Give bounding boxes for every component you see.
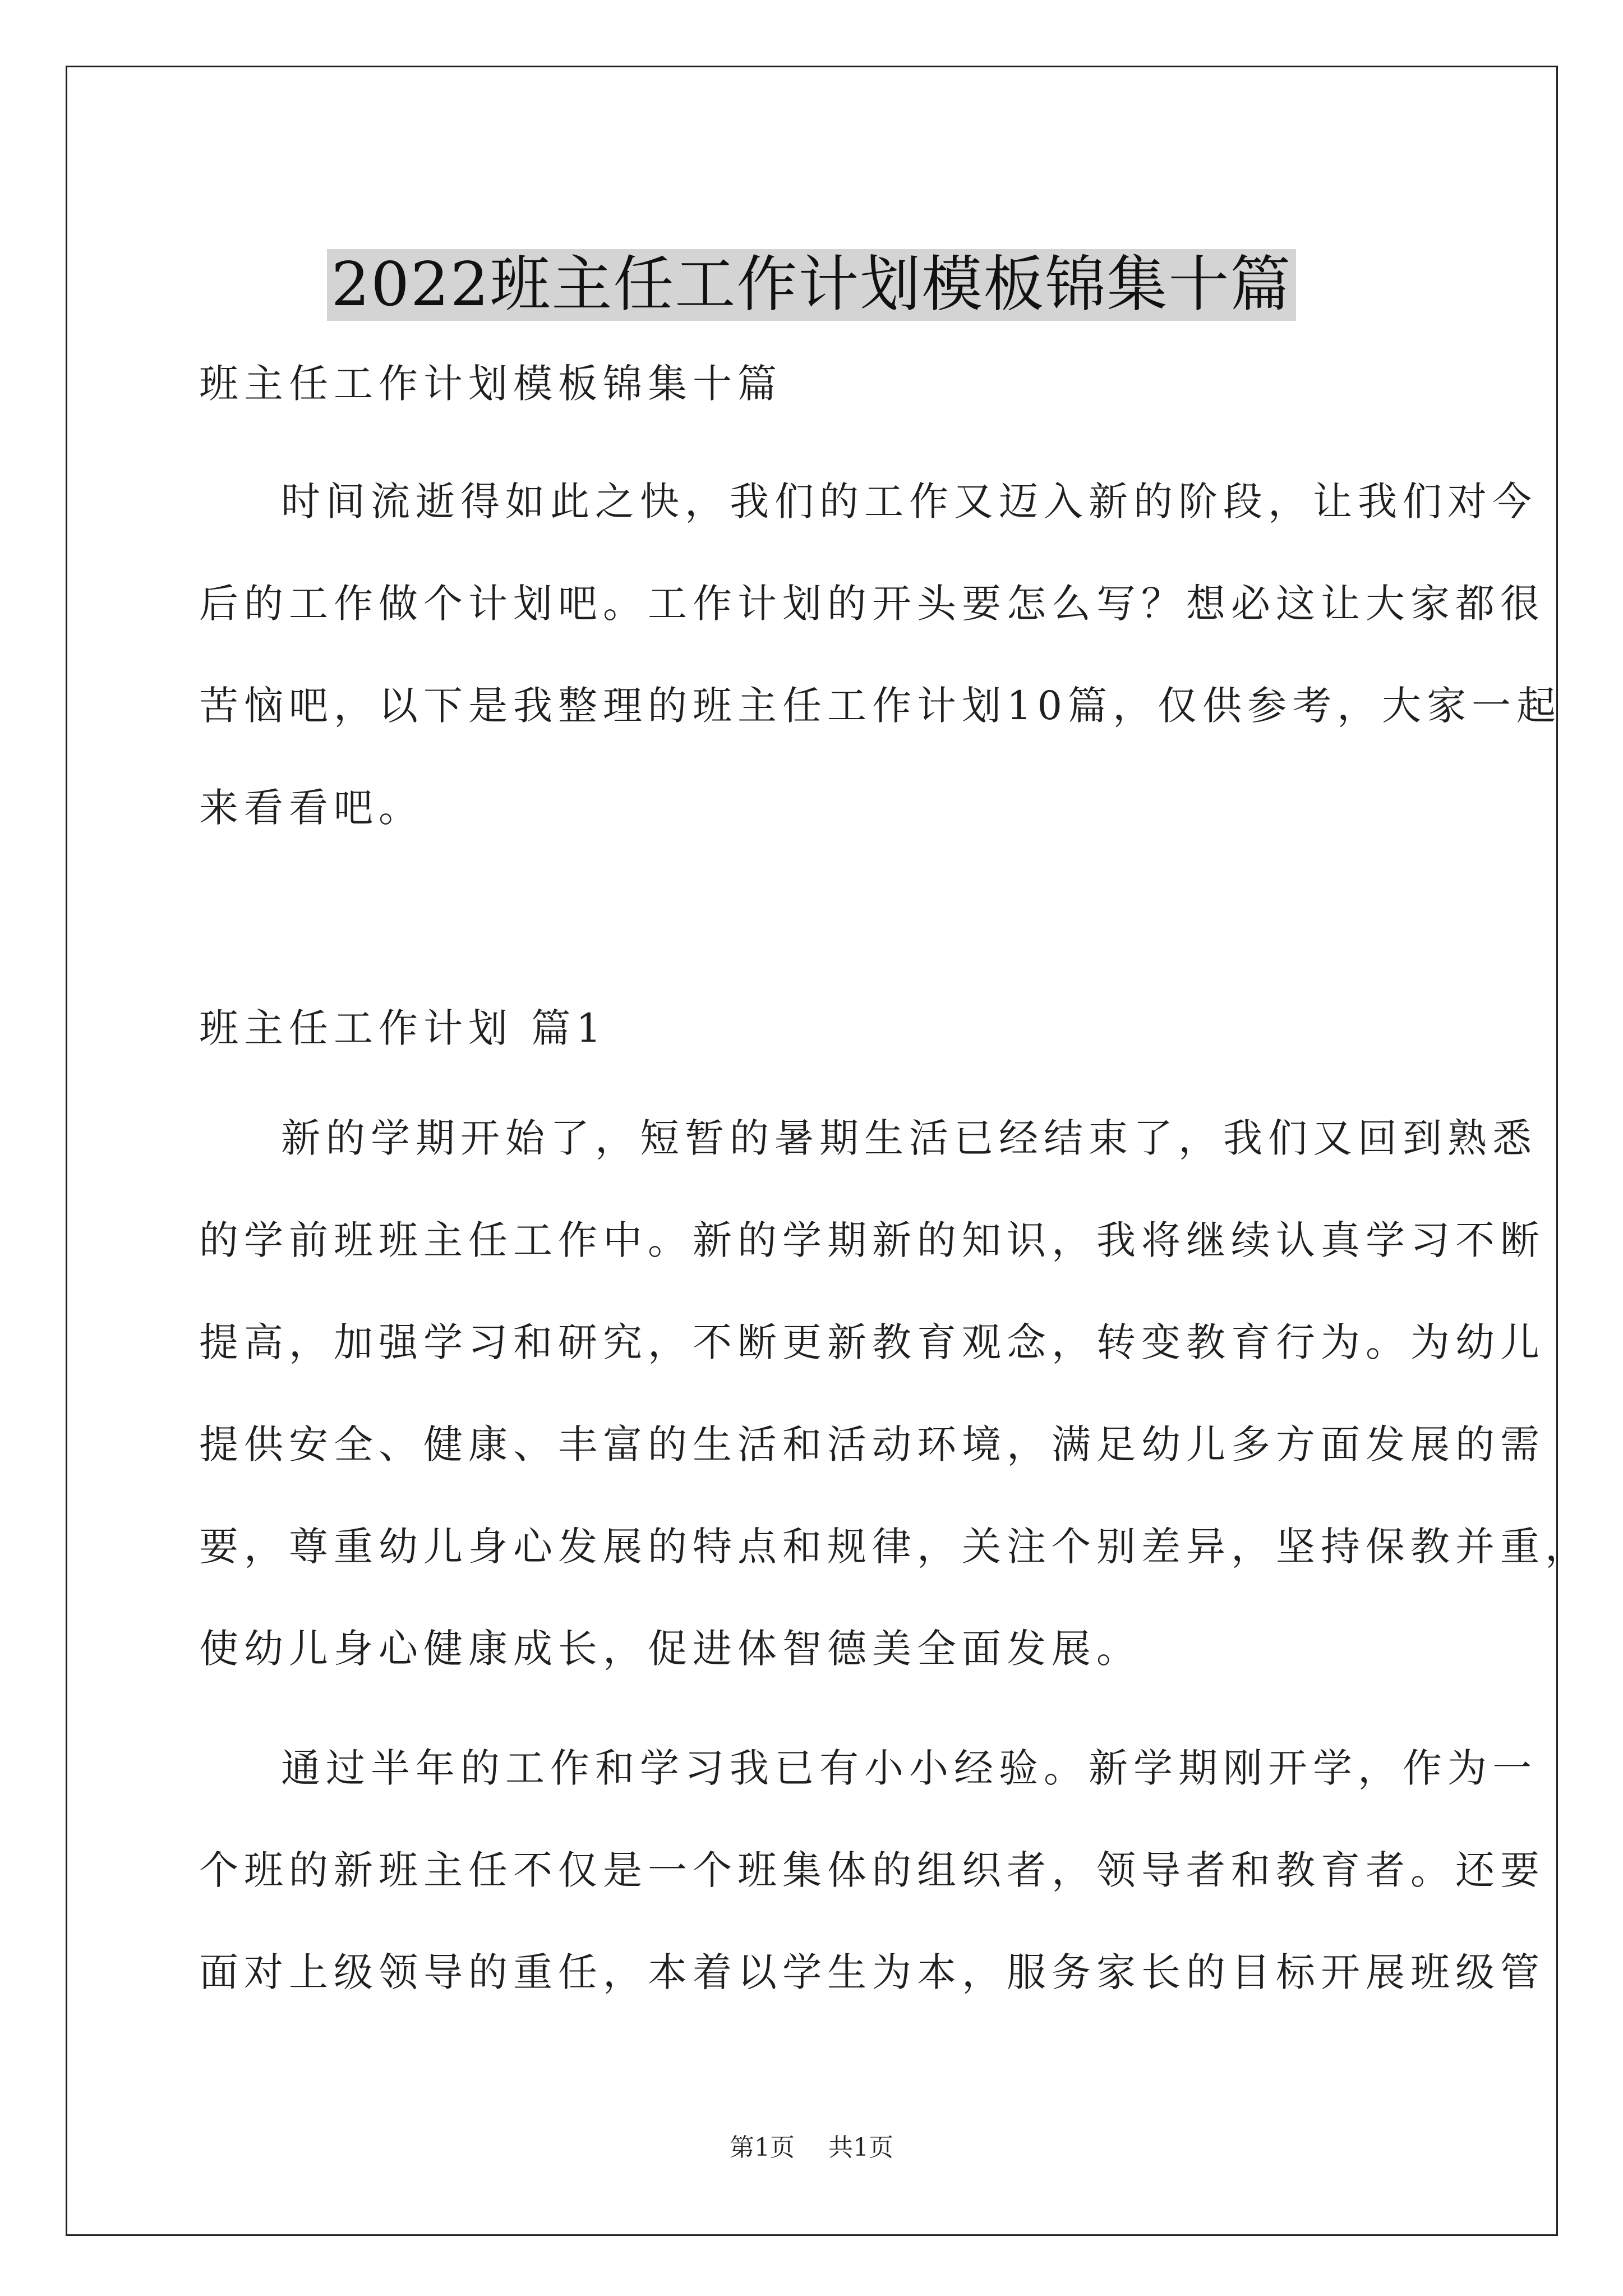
paragraph-line: 新的学期开始了，短暂的暑期生活已经结束了，我们又回到熟悉 <box>281 1115 1537 1161</box>
paragraph-line: 面对上级领导的重任，本着以学生为本，服务家长的目标开展班级管 <box>199 1949 1545 1995</box>
page-total: 共1页 <box>828 2133 893 2162</box>
paragraph-line: 的学前班班主任工作中。新的学期新的知识，我将继续认真学习不断 <box>199 1217 1545 1263</box>
intro-line: 苦恼吧，以下是我整理的班主任工作计划10篇，仅供参考，大家一起 <box>199 683 1562 729</box>
document-title: 2022班主任工作计划模板锦集十篇 <box>327 249 1297 321</box>
page-number: 第1页 <box>730 2133 795 2162</box>
paragraph-line: 通过半年的工作和学习我已有小小经验。新学期刚开学，作为一 <box>281 1745 1537 1791</box>
paragraph-line: 要，尊重幼儿身心发展的特点和规律，关注个别差异，坚持保教并重， <box>199 1524 1590 1570</box>
intro-line: 时间流逝得如此之快，我们的工作又迈入新的阶段，让我们对今 <box>281 478 1537 524</box>
title-container <box>0 209 1623 362</box>
paragraph-line: 个班的新班主任不仅是一个班集体的组织者，领导者和教育者。还要 <box>199 1847 1545 1893</box>
paragraph-line: 提高，加强学习和研究，不断更新教育观念，转变教育行为。为幼儿 <box>199 1319 1545 1365</box>
page-footer <box>0 2127 1623 2163</box>
paragraph-line: 使幼儿身心健康成长，促进体智德美全面发展。 <box>199 1626 1141 1672</box>
paragraph-line: 提供安全、健康、丰富的生活和活动环境，满足幼儿多方面发展的需 <box>199 1421 1545 1467</box>
intro-line: 后的工作做个计划吧。工作计划的开头要怎么写？想必这让大家都很 <box>199 581 1545 627</box>
document-subtitle: 班主任工作计划模板锦集十篇 <box>199 361 782 407</box>
intro-line: 来看看吧。 <box>199 785 423 831</box>
section-heading: 班主任工作计划 篇1 <box>199 1005 607 1051</box>
